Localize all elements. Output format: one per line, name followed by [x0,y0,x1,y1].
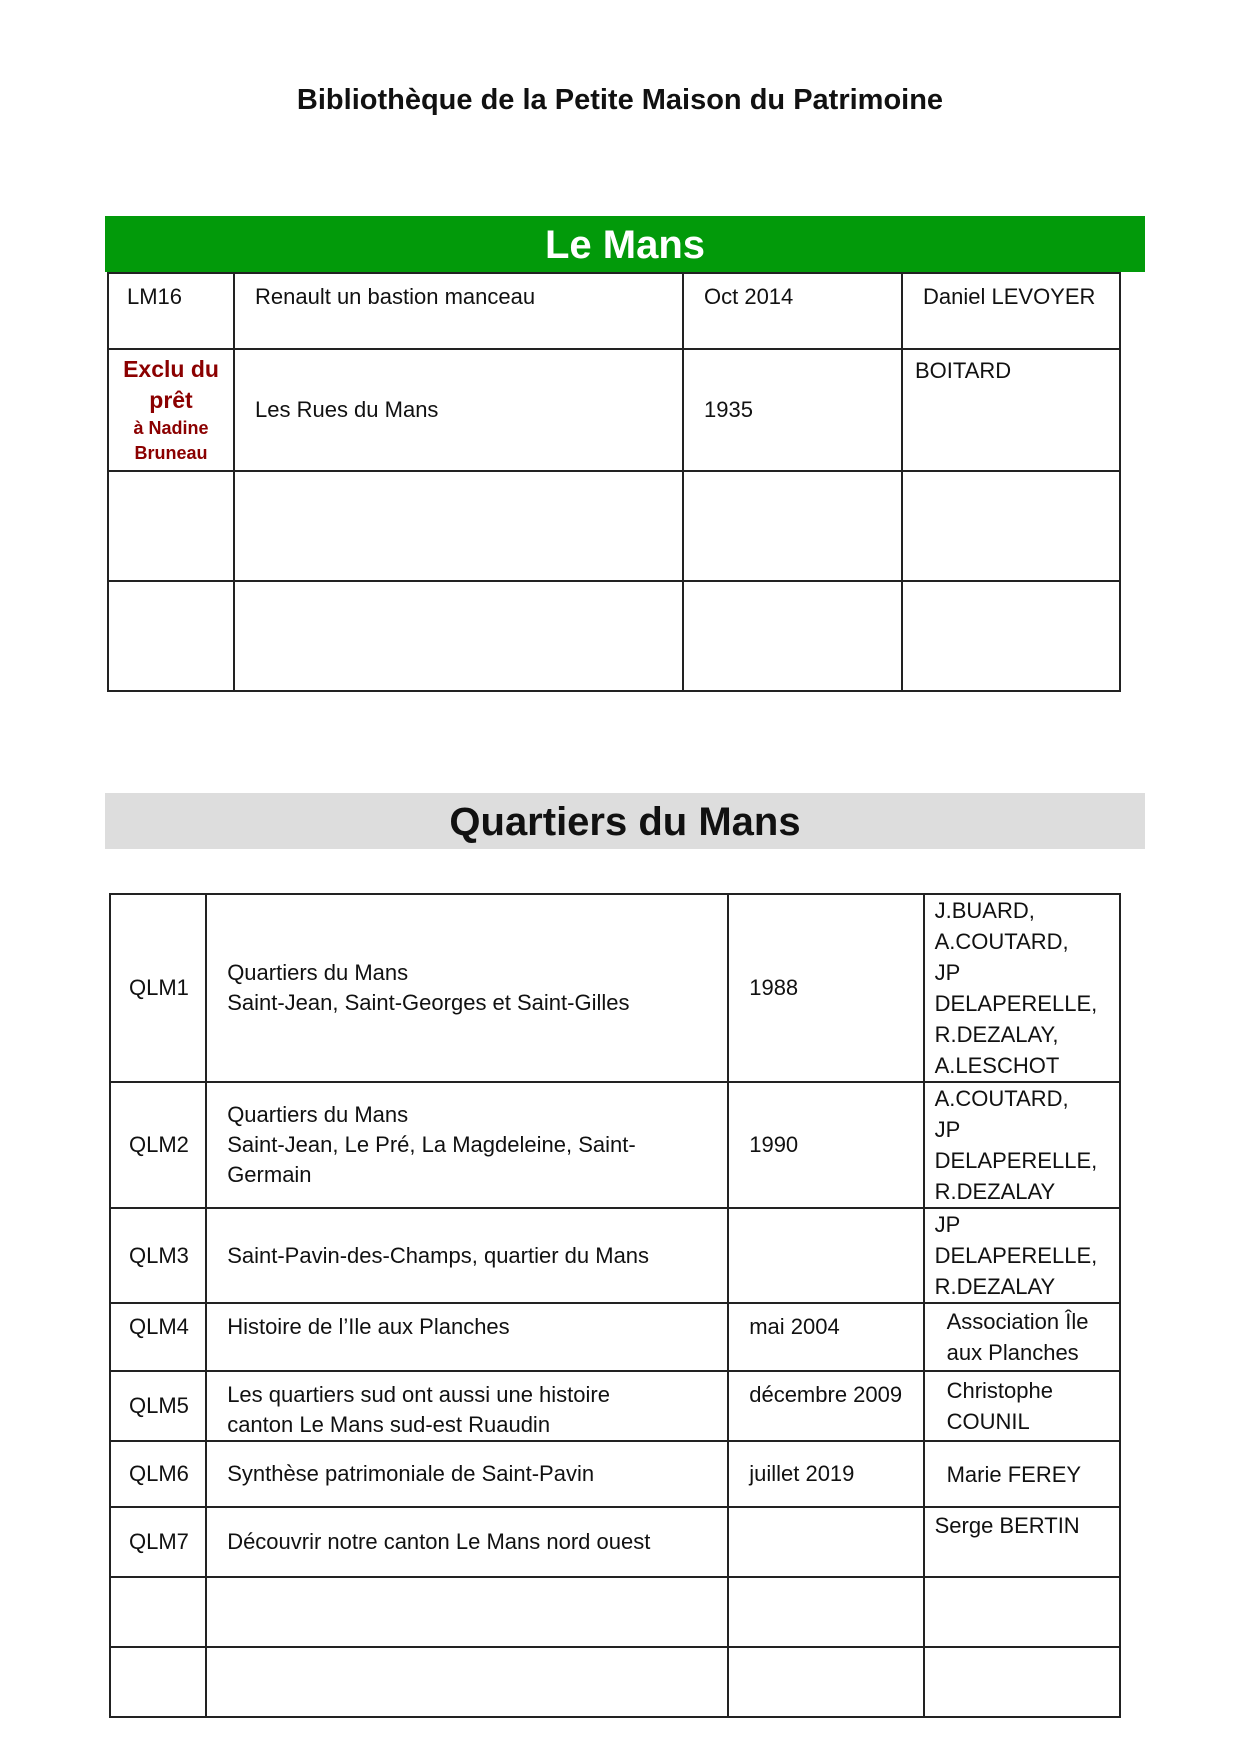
book-authors [924,1507,1120,1577]
book-title [206,1303,728,1371]
title-line: Histoire de l’Ile aux Planches [227,1314,510,1339]
page-title: Bibliothèque de la Petite Maison du Patrimoine [296,84,944,116]
title-line: Quartiers du Mans [227,1102,409,1127]
book-authors [924,894,1120,1082]
author-line: Marie FEREY [946,1461,1082,1487]
title-line: Découvrir notre canton Le Mans nord ouest [227,1529,651,1554]
author-line: A.LESCHOT [934,1053,1060,1078]
exclusion-line: Exclu du [123,356,219,382]
book-title [206,1371,728,1441]
book-title [206,1208,728,1303]
book-title [206,1507,728,1577]
exclusion-line: prêt [149,387,193,413]
book-code: QLM4 [110,1303,206,1371]
exclusion-line: à Nadine [133,418,209,438]
author-line: J.BUARD, [934,898,1035,923]
quartiers-table [109,893,1121,1718]
book-authors [924,1208,1120,1303]
table-row-empty [108,581,1120,691]
table-row [110,1208,1120,1303]
section-header-quartiers: Quartiers du Mans [105,793,1145,849]
author-line: JP DELAPERELLE, [934,960,1098,1016]
section-header-le-mans: Le Mans [105,216,1145,272]
title-line: Saint-Jean, Saint-Georges et Saint-Gilles [227,990,630,1015]
author-line: R.DEZALAY, [934,1022,1059,1047]
author-line: Association Île [946,1309,1089,1334]
book-date [728,1208,923,1303]
author-line: COUNIL [946,1409,1030,1434]
book-date: Oct 2014 [683,273,902,349]
loan-exclusion-note [108,349,234,471]
table-row [108,273,1120,349]
title-line: Saint-Pavin-des-Champs, quartier du Mans [227,1242,650,1268]
exclusion-line: Bruneau [134,443,208,463]
book-title [206,1082,728,1208]
book-authors [924,1371,1120,1441]
book-code: QLM1 [110,894,206,1082]
book-date: 1935 [683,349,902,471]
le-mans-table [107,272,1121,692]
author-line: Serge BERTIN [934,1513,1080,1538]
book-date: mai 2004 [728,1303,923,1371]
author-line: aux Planches [946,1340,1079,1365]
book-title: Les Rues du Mans [234,349,683,471]
book-code: QLM7 [110,1507,206,1577]
book-date: 1990 [728,1082,923,1208]
title-line: Les quartiers sud ont aussi une histoire [227,1382,610,1407]
book-authors [924,1441,1120,1507]
book-code: QLM3 [110,1208,206,1303]
table-row-empty [110,1577,1120,1647]
book-title: Renault un bastion manceau [234,273,683,349]
author-line: A.COUTARD, [934,929,1069,954]
author-line: A.COUTARD, [934,1086,1069,1111]
book-author: Daniel LEVOYER [902,273,1120,349]
title-line: Germain [227,1162,312,1187]
table-row [108,349,1120,471]
book-code: LM16 [108,273,234,349]
table-row [110,1303,1120,1371]
book-authors [924,1303,1120,1371]
book-title [206,1441,728,1507]
table-row-empty [110,1647,1120,1717]
table-row [110,1082,1120,1208]
author-line: JP DELAPERELLE, [934,1212,1098,1268]
author-line: Christophe [946,1378,1053,1403]
title-line: Quartiers du Mans [227,960,409,985]
book-title [206,894,728,1082]
table-row [110,894,1120,1082]
title-line: Saint-Jean, Le Pré, La Magdeleine, Saint- [227,1132,636,1157]
author-line: R.DEZALAY [934,1274,1056,1299]
book-author: BOITARD [902,349,1120,471]
book-date [728,1507,923,1577]
table-row [110,1507,1120,1577]
author-line: R.DEZALAY [934,1179,1056,1204]
book-date: 1988 [728,894,923,1082]
book-code: QLM5 [110,1371,206,1441]
book-code: QLM2 [110,1082,206,1208]
table-row [110,1441,1120,1507]
book-date: juillet 2019 [728,1441,923,1507]
title-line: Synthèse patrimoniale de Saint-Pavin [227,1461,595,1486]
book-date: décembre 2009 [728,1371,923,1441]
book-code: QLM6 [110,1441,206,1507]
title-line: canton Le Mans sud-est Ruaudin [227,1412,551,1437]
author-line: JP DELAPERELLE, [934,1117,1098,1173]
table-row [110,1371,1120,1441]
book-authors [924,1082,1120,1208]
table-row-empty [108,471,1120,581]
